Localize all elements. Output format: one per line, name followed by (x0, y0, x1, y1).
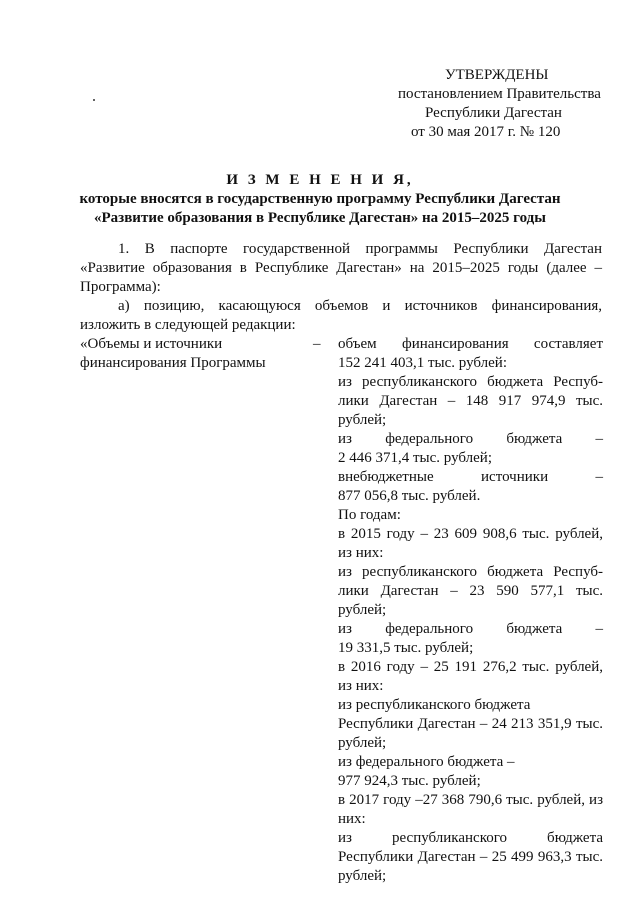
title-subtitle-line-1: которые вносятся в государственную программу Республики Дагестан (79, 191, 561, 207)
financing-line: в 2015 году – 23 609 908,6 тыс. рублей, (338, 526, 603, 542)
approval-republic: Республики Дагестан (425, 105, 562, 121)
financing-line: рублей; (338, 602, 387, 618)
financing-line: из республиканского бюджета (338, 830, 603, 846)
approval-by-resolution: постановлением Правительства (398, 86, 601, 102)
financing-line: рублей; (338, 412, 387, 428)
scan-speck (93, 99, 95, 101)
financing-line: в 2016 году – 25 191 276,2 тыс. рублей, (338, 659, 603, 675)
financing-line: из республиканского бюджета (338, 697, 531, 713)
table-left-label (80, 335, 320, 373)
title-heading: И З М Е Н Е Н И Я, (226, 172, 414, 188)
financing-line: 877 056,8 тыс. рублей. (338, 488, 481, 504)
financing-line: 977 924,3 тыс. рублей; (338, 773, 481, 789)
paragraph-1-line-1: 1. В паспорте государственной программы Республики Дагестан (118, 241, 602, 257)
financing-line: лики Дагестан – 148 917 974,9 тыс. (338, 393, 603, 409)
financing-line: из федерального бюджета – (338, 621, 603, 637)
table-right-values (338, 335, 603, 886)
financing-line: Республики Дагестан – 24 213 351,9 тыс. (338, 716, 603, 732)
financing-line: Республики Дагестан – 25 499 963,3 тыс. (338, 849, 603, 865)
approval-stamp (392, 66, 612, 142)
financing-line: из республиканского бюджета Респуб- (338, 374, 603, 390)
left-label-line-2: финансирования Программы (80, 355, 266, 371)
paragraph-1-line-2: «Развитие образования в Республике Дагестан» на 2015–2025 годы (далее – (80, 260, 602, 276)
paragraph-2-line-2: изложить в следующей редакции: (80, 317, 296, 333)
document-title (60, 171, 580, 228)
financing-line: 19 331,5 тыс. рублей; (338, 640, 474, 656)
financing-line: в 2017 году –27 368 790,6 тыс. рублей, из (338, 792, 603, 808)
financing-line: По годам: (338, 507, 401, 523)
financing-line: из них: (338, 545, 384, 561)
left-label-line-1: «Объемы и источники (80, 336, 223, 352)
table-dash: – (313, 336, 321, 352)
financing-line: рублей; (338, 868, 387, 884)
financing-line: них: (338, 811, 366, 827)
financing-line: рублей; (338, 735, 387, 751)
financing-line: из федерального бюджета – (338, 754, 515, 770)
paragraph-2-line-1: а) позицию, касающуюся объемов и источников финансирования, (118, 298, 602, 314)
approval-date: от 30 мая 2017 г. № 120 (411, 124, 561, 140)
approval-heading: УТВЕРЖДЕНЫ (445, 67, 549, 83)
title-subtitle-line-2: «Развитие образования в Республике Дагестан» на 2015–2025 годы (94, 210, 546, 226)
financing-line: из них: (338, 678, 384, 694)
financing-line: 152 241 403,1 тыс. рублей: (338, 355, 507, 371)
financing-line: 2 446 371,4 тыс. рублей; (338, 450, 492, 466)
financing-line: из республиканского бюджета Респуб- (338, 564, 603, 580)
financing-line: из федерального бюджета – (338, 431, 603, 447)
financing-line: объем финансирования составляет (338, 336, 603, 352)
paragraph-1-line-3: Программа): (80, 279, 161, 295)
financing-line: внебюджетные источники – (338, 469, 603, 485)
financing-line: лики Дагестан – 23 590 577,1 тыс. (338, 583, 603, 599)
